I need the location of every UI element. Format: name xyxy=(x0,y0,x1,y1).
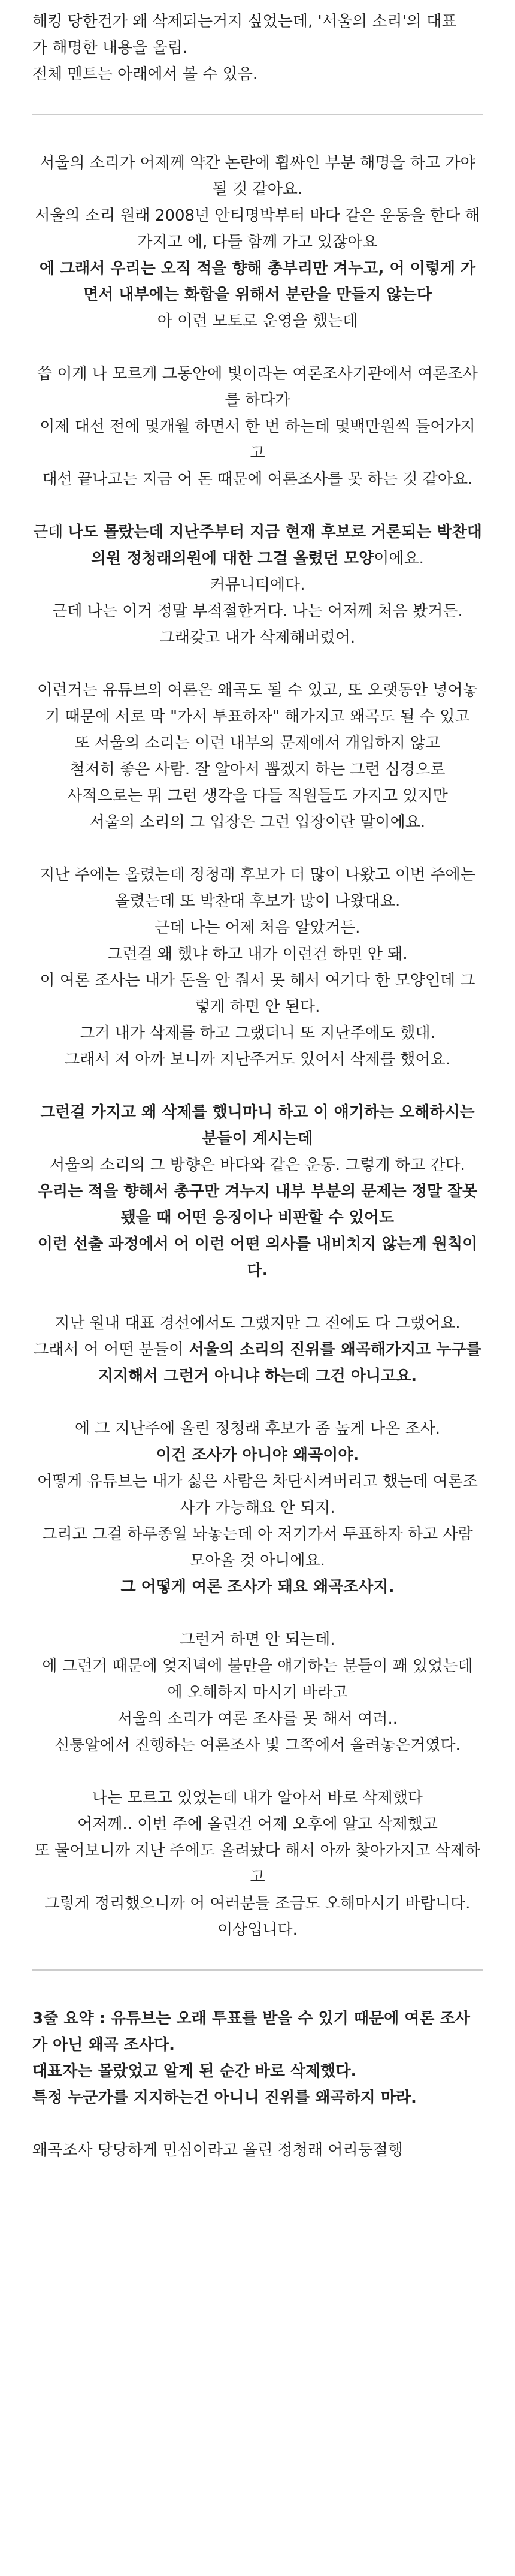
text-line: 에 그런거 때문에 엊저녁에 불만을 얘기하는 분들이 꽤 있었는데 xyxy=(42,1657,473,1675)
text-line: 아 이런 모토로 운영을 했는데 xyxy=(157,312,358,330)
paragraph xyxy=(32,1416,483,1600)
text-line xyxy=(32,1337,483,1389)
text-line: 대선 끝나고는 지금 어 돈 때문에 여론조사를 못 하는 것 같아요. xyxy=(42,470,473,488)
text-line: 이 여론 조사는 내가 돈을 안 줘서 못 해서 여기다 한 모양인데 그렇게 하면 안 된다. xyxy=(40,972,475,1016)
text-line: 이런 선출 과정에서 어 이런 어떤 의사를 내비치지 않는게 원칙이다. xyxy=(37,1235,478,1280)
text-line: 또 서울의 소리는 이런 내부의 문제에서 개입하지 않고 xyxy=(74,734,441,752)
text-line: 커뮤니티에다. xyxy=(210,576,305,594)
text-line: 그거 내가 삭제를 하고 그랬더니 또 지난주에도 했대. xyxy=(80,1024,435,1042)
text-line: 서울의 소리의 그 입장은 그런 입장이란 말이에요. xyxy=(89,813,426,831)
text-line: 에 그래서 우리는 오직 적을 향해 총부리만 겨누고, 어 이렇게 가면서 내부에는 화합을 위해서 분란을 만들지 않는다 xyxy=(39,260,476,304)
divider xyxy=(32,1969,483,1971)
text-line: 그래서 저 아까 보니까 지난주거도 있어서 삭제를 했어요. xyxy=(65,1051,450,1069)
text-line: 근데 나는 어제 처음 알았거든. xyxy=(154,919,360,937)
summary-line: 특정 누군가를 지지하는건 아니니 진위를 왜곡하지 마라. xyxy=(32,2089,417,2107)
text-line: 근데 나는 이거 정말 부적절한거다. 나는 어저께 처음 봤거든. xyxy=(52,602,463,620)
paragraph xyxy=(32,677,483,835)
text-line: 씁 이게 나 모르게 그동안에 빛이라는 여론조사기관에서 여론조사를 하다가 xyxy=(37,365,478,409)
text-line: 이제 대선 전에 몇개월 하면서 한 번 하는데 몇백만원씩 들어가지고 xyxy=(40,418,475,462)
text-line: 에 오해하지 마시기 바라고 xyxy=(167,1684,348,1702)
paragraph xyxy=(32,1310,483,1389)
text-line: 근데 나도 몰랐는데 지난주부터 지금 현재 후보로 거론되는 박찬대의원 정청래의원에 대한 그걸 올렸던 모양이에요. xyxy=(33,523,482,568)
text-line: 그런거 하면 안 되는데. xyxy=(180,1631,335,1649)
text-line: 서울의 소리 원래 2008년 안티명박부터 바다 같은 운동을 한다 해가지고 에, 다들 함께 가고 있잖아요 xyxy=(35,207,480,251)
text-line: 그런걸 왜 했냐 하고 내가 이런건 하면 안 돼. xyxy=(107,945,408,963)
text-line: 그런걸 가지고 왜 삭제를 했니마니 하고 이 얘기하는 오해하시는 분들이 계시는데 xyxy=(40,1103,475,1148)
text-line: 신퉁알에서 진행하는 여론조사 빛 그쪽에서 올려놓은거였다. xyxy=(54,1736,461,1754)
text-line: 이상입니다. xyxy=(217,1921,298,1939)
text-line: 서울의 소리가 어제께 약간 논란에 휩싸인 부분 해명을 하고 가야될 것 같아요. xyxy=(40,154,475,198)
summary-line: 대표자는 몰랐었고 알게 된 순간 바로 삭제했다. xyxy=(32,2062,357,2080)
text-line: 그 어떻게 여론 조사가 돼요 왜곡조사지. xyxy=(120,1578,395,1596)
text-line: 사적으로는 뭐 그런 생각을 다들 직원들도 가지고 있지만 xyxy=(67,787,448,805)
text-line: 어떻게 유튜브는 내가 싫은 사람은 차단시켜버리고 했는데 여론조사가 가능해요 안 되지. xyxy=(37,1473,478,1517)
text-line: 그래갖고 내가 삭제해버렸어. xyxy=(159,629,356,647)
text-line: 지난 원내 대표 경선에서도 그랬지만 그 전에도 다 그랬어요. xyxy=(54,1314,461,1332)
text-plain: 그래서 어 어떤 분들이 xyxy=(34,1341,189,1359)
footer-comment: 왜곡조사 당당하게 민심이라고 올린 정청래 어리둥절행 xyxy=(32,2141,403,2159)
paragraph xyxy=(32,1627,483,1758)
text-line: 그리고 그걸 하루종일 놔놓는데 아 저기가서 투표하자 하고 사람 모아올 것 아니에요. xyxy=(42,1525,473,1570)
intro-line: 해킹 당한건가 왜 삭제되는거지 싶었는데, '서울의 소리'의 대표 xyxy=(32,13,457,31)
statement-body xyxy=(32,150,483,1943)
paragraph xyxy=(32,1785,483,1943)
intro-line: 전체 멘트는 아래에서 볼 수 있음. xyxy=(32,65,258,83)
text-line: 나는 모르고 있었는데 내가 알아서 바로 삭제했다 xyxy=(92,1789,423,1807)
text-line: 어저께.. 이번 주에 올린건 어제 오후에 알고 삭제했고 xyxy=(77,1815,438,1833)
text-line: 서울의 소리가 여론 조사를 못 해서 여러.. xyxy=(117,1710,398,1728)
text-line: 또 물어보니까 지난 주에도 올려놨다 해서 아까 찾아가지고 삭제하고 xyxy=(34,1842,481,1886)
text-line: 이건 조사가 아니야 왜곡이야. xyxy=(156,1446,359,1464)
paragraph xyxy=(32,862,483,1073)
text-line: 철저히 좋은 사람. 잘 알아서 뽑겠지 하는 그런 심경으로 xyxy=(69,761,446,779)
text-plain: 근데 xyxy=(33,523,68,541)
text-line: 서울의 소리의 그 방향은 바다와 같은 운동. 그렇게 하고 간다. xyxy=(50,1156,465,1174)
text-bold: 나도 몰랐는데 지난주부터 지금 현재 후보로 거론되는 박찬대의원 정청래의원에 대한 그걸 올렸던 모양 xyxy=(68,523,482,568)
paragraph xyxy=(32,1099,483,1284)
paragraph xyxy=(32,361,483,493)
intro-line: 가 해명한 내용을 올림. xyxy=(32,39,188,57)
text-bold: 서울의 소리의 진위를 왜곡해가지고 누구를 지지해서 그런거 아니냐 하는데 그건 아니고요. xyxy=(98,1341,481,1385)
paragraph xyxy=(32,519,483,651)
intro-section xyxy=(32,8,483,88)
text-line: 지난 주에는 올렸는데 정청래 후보가 더 많이 나왔고 이번 주에는 올렸는데 또 박찬대 후보가 많이 나왔대요. xyxy=(40,866,475,910)
text-line: 우리는 적을 향해서 총구만 겨누지 내부 부분의 문제는 정말 잘못됐을 때 어떤 응징이나 비판할 수 있어도 xyxy=(37,1183,478,1227)
paragraph xyxy=(32,150,483,334)
text-line: 그렇게 정리했으니까 어 여러분들 조금도 오해마시기 바랍니다. xyxy=(44,1895,471,1913)
text-line: 에 그 지난주에 올린 정청래 후보가 좀 높게 나온 조사. xyxy=(74,1420,441,1438)
text-line: 이런거는 유튜브의 여론은 왜곡도 될 수 있고, 또 오랫동안 넣어놓기 때문에 서로 막 "가서 투표하자" 해가지고 왜곡도 될 수 있고 xyxy=(37,681,478,726)
divider xyxy=(32,114,483,115)
summary-section xyxy=(32,2005,483,2164)
summary-line: 3줄 요약 : 유튜브는 오래 투표를 받을 수 있기 때문에 여론 조사가 아닌 왜곡 조사다. xyxy=(32,2010,470,2054)
